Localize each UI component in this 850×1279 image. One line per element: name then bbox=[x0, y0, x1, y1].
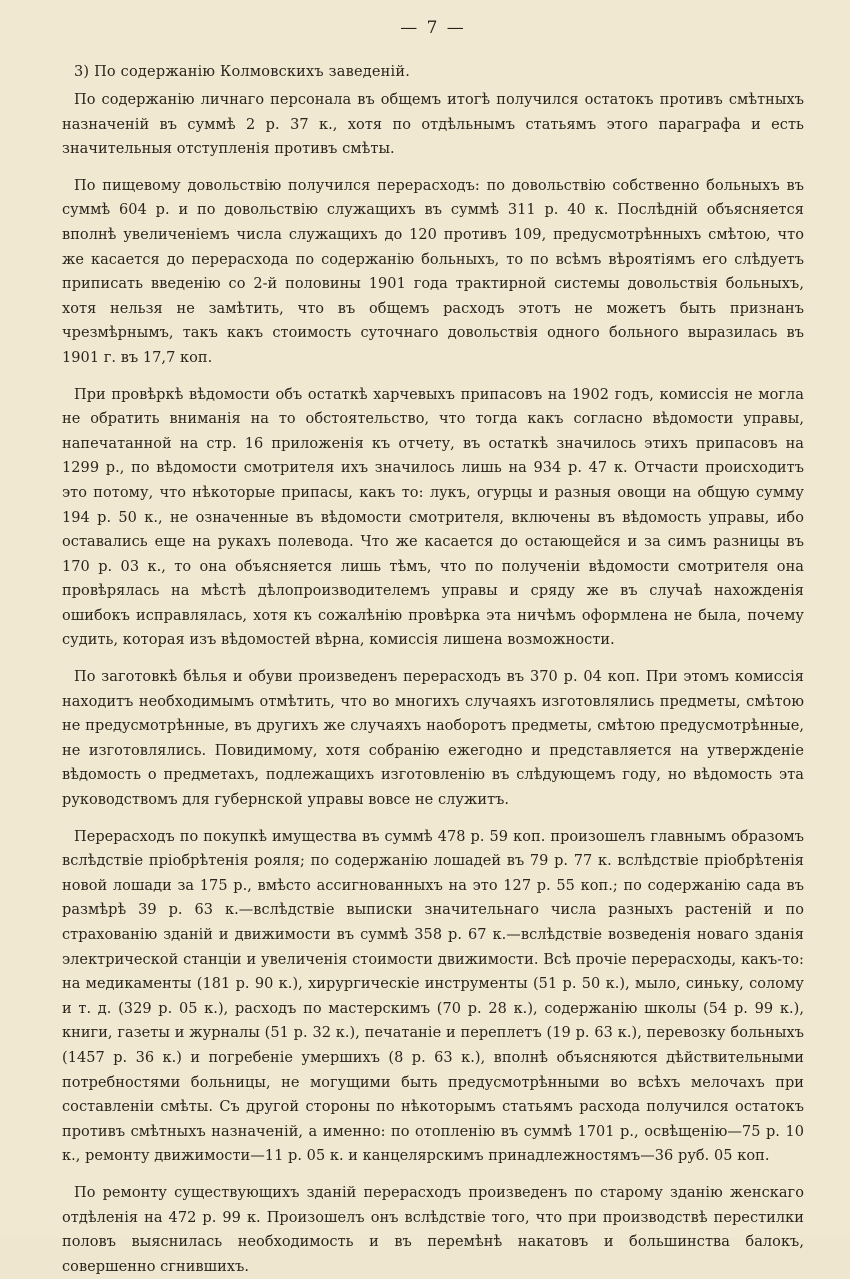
paragraph-linen: По заготовкѣ бѣлья и обуви произведенъ перерасходъ въ 370 р. 04 коп. При этомъ комиссія находитъ необходимымъ отмѣтить, что во многихъ случаяхъ изготовлялись предметы, смѣтою не предусмотрѣнные, въ другихъ же случаяхъ наоборотъ предметы, смѣтою предусмотрѣнные, не изготовлялись. Повидимому, хотя собранію ежегодно и представляется на утвержденіе вѣдомость о предметахъ, подлежащихъ изготовленію въ слѣдующемъ году, но вѣдомость эта руководствомъ для губернской управы вовсе не служитъ. bbox=[62, 669, 804, 809]
paragraph-food: По пищевому довольствію получился перерасходъ: по довольствію собственно больныхъ въ суммѣ 604 р. и по довольствію служащихъ въ суммѣ 311 р. 40 к. Послѣдній объясняется вполнѣ увеличеніемъ числа служащихъ до 120 противъ 109, предусмотрѣнныхъ смѣтою, что же касается до перерасхода по содержанію больныхъ, то по всѣмъ вѣроятіямъ его слѣдуетъ приписать введенію со 2-й половины 1901 года трактирной системы довольствія больныхъ, хотя нельзя не замѣтить, что въ общемъ расходъ этотъ не можетъ быть признанъ чрезмѣрнымъ, такъ какъ стоимость суточнаго довольствія одного больного выразилась въ 1901 г. въ 17,7 коп. bbox=[62, 177, 804, 366]
paragraph-provisions: При провѣркѣ вѣдомости объ остаткѣ харчевыхъ припасовъ на 1902 годъ, комиссія не могла не обратить вниманія на то обстоятельство, что тогда какъ согласно вѣдомости управы, напечатанной на стр. 16 приложенія къ отчету, въ остаткѣ значилось этихъ припасовъ на 1299 р., по вѣдомости смотрителя ихъ значилось лишь на 934 р. 47 к. Отчасти происходитъ это потому, что нѣкоторые припасы, какъ то: лукъ, огурцы и разныя овощи на общую сумму 194 р. 50 к., не означенные въ вѣдомости смотрителя, включены въ вѣдомость управы, ибо оставались еще на рукахъ полевода. Что же касается до остающейся и за симъ разницы въ 170 р. 03 к., то она объясняется лишь тѣмъ, что по полученіи вѣдомости смотрителя она провѣрялась на мѣстѣ дѣлопроизводителемъ управы и сряду же въ случаѣ нахожденія ошибокъ исправлялась, хотя къ сожалѣнію провѣрка эта ничѣмъ оформлена не была, почему судить, которая изъ вѣдомостей вѣрна, комиссія лишена возможности. bbox=[62, 386, 804, 649]
paragraph-personnel: По содержанію личнаго персонала въ общемъ итогѣ получился остатокъ противъ смѣтныхъ назначеній въ суммѣ 2 р. 37 к., хотя по отдѣльнымъ статьямъ этого параграфа и есть значительныя отступленія противъ смѣты. bbox=[62, 92, 804, 158]
paragraph-repairs: По ремонту существующихъ зданій перерасходъ произведенъ по старому зданію женскаго отдѣленія на 472 р. 99 к. Произошелъ онъ вслѣдствіе того, что при производствѣ перестилки половъ выяснилась необходимость и въ перемѣнѣ накатовъ и большинства балокъ, совершенно сгнившихъ. bbox=[62, 1184, 804, 1275]
section-heading: 3) По содержанію Колмовскихъ заведеній. bbox=[74, 64, 411, 80]
page-number: — 7 — bbox=[400, 18, 466, 38]
paragraph-property: Перерасходъ по покупкѣ имущества въ суммѣ 478 р. 59 коп. произошелъ главнымъ образомъ вслѣдствіе пріобрѣтенія рояля; по содержанію лошадей въ 79 р. 77 к. вслѣдствіе пріобрѣтенія новой лошади за 175 р., вмѣсто ассигнованныхъ на это 127 р. 55 коп.; по содержанію сада въ размѣрѣ 39 р. 63 к.—вслѣдствіе выписки значительнаго числа разныхъ растеній и по страхованію зданій и движимости въ суммѣ 358 р. 67 к.—вслѣдствіе возведенія новаго зданія электрической станціи и увеличенія стоимости движимости. Всѣ прочіе перерасходы, какъ-то: на медикаменты (181 р. 90 к.), хирургическіе инструменты (51 р. 50 к.), мыло, синьку, солому и т. д. (329 р. 05 к.), расходъ по мастерскимъ (70 р. 28 к.), содержанію школы (54 р. 99 к.), книги, газеты и журналы (51 р. 32 к.), печатаніе и переплетъ (19 р. 63 к.), перевозку больныхъ (1457 р. 36 к.) и погребеніе умершихъ (8 р. 63 к.), вполнѣ объясняются дѣйствительными потребностями больницы, не могущими быть предусмотрѣнными во всѣхъ мелочахъ при составленіи смѣты. Съ другой стороны по нѣкоторымъ статьямъ расхода получился остатокъ противъ смѣтныхъ назначеній, а именно: по отопленію въ суммѣ 1701 р., освѣщенію—75 р. 10 к., ремонту движимости—11 р. 05 к. и канцелярскимъ принадлежностямъ—36 руб. 05 коп. bbox=[62, 828, 804, 1165]
